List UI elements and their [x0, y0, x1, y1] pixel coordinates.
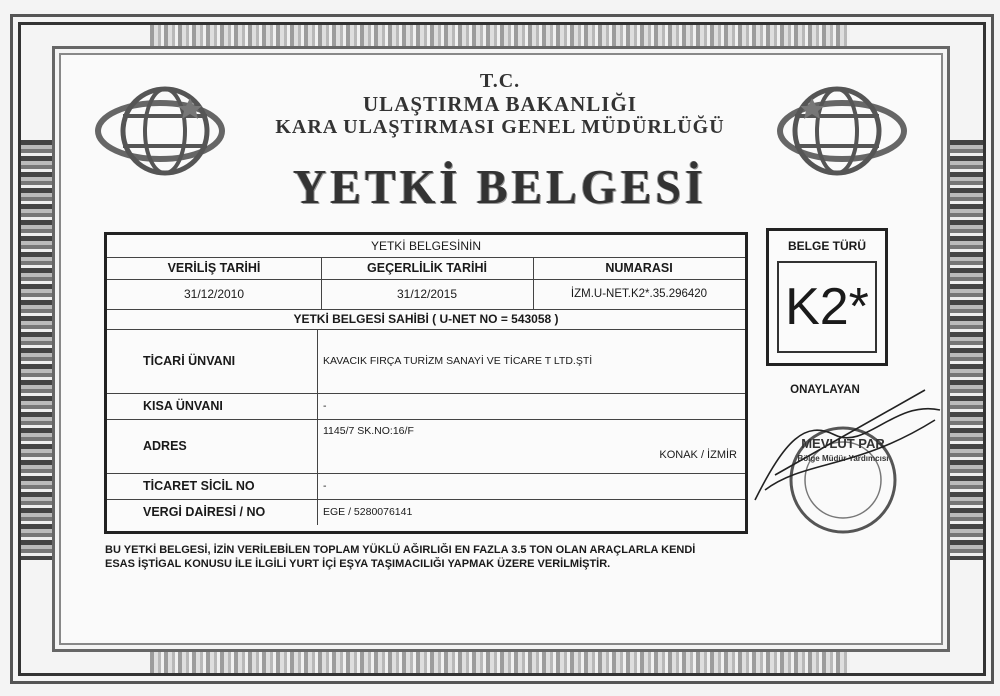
- owner-title-row: [107, 309, 745, 330]
- short-name-row: [107, 393, 745, 420]
- document-type-label: BELGE TÜRÜ: [788, 239, 866, 253]
- address-line: 1145/7 SK.NO:16/F: [323, 425, 414, 437]
- document-type-value: K2*: [777, 261, 877, 353]
- footer-line-2: ESAS İŞTİGAL KONUSU İLE İLGİLİ YURT İÇİ EŞYA TAŞIMACILIĞI YAPMAK ÜZERE VERİLMİŞTİR.: [105, 558, 611, 570]
- owner-title: YETKİ BELGESİ SAHİBİ ( U-NET NO = 543058 ): [293, 312, 559, 326]
- section-title: YETKİ BELGESİNİN: [370, 239, 482, 253]
- col-number: NUMARASI: [605, 261, 673, 275]
- validity-date: 31/12/2015: [396, 287, 458, 301]
- col-issue-date: VERİLİŞ TARİHİ: [167, 261, 261, 275]
- header-tc: T.C.: [479, 70, 521, 92]
- short-name-label: KISA ÜNVANI: [143, 399, 223, 413]
- document-title: YETKİ BELGESİ: [293, 159, 707, 214]
- footer-line-1: BU YETKİ BELGESİ, İZİN VERİLEBİLEN TOPLAM YÜKLÜ AĞIRLIĞI EN FAZLA 3.5 TON OLAN ARAÇLARLA KENDİ: [105, 544, 696, 556]
- registry-value: -: [323, 480, 327, 492]
- issue-date: 31/12/2010: [183, 287, 245, 301]
- table-dates-row: [107, 279, 745, 310]
- certificate-table: [104, 232, 748, 534]
- trade-name-label: TİCARİ ÜNVANI: [143, 354, 236, 368]
- tax-row: [107, 499, 745, 525]
- trade-name-row: [107, 329, 745, 394]
- registry-label: TİCARET SİCİL NO: [143, 479, 255, 493]
- signer-title: Bölge Müdür Yardımcısı: [797, 454, 889, 463]
- table-header-row: [107, 257, 745, 280]
- header-directorate: KARA ULAŞTIRMASI GENEL MÜDÜRLÜĞÜ: [275, 116, 725, 138]
- tax-label: VERGİ DAİRESİ / NO: [143, 505, 266, 519]
- tax-value: EGE / 5280076141: [323, 506, 413, 518]
- address-city: KONAK / İZMİR: [659, 449, 737, 461]
- official-stamp-signature: [745, 380, 945, 540]
- col-validity-date: GEÇERLİLİK TARİHİ: [367, 261, 487, 275]
- address-row: [107, 419, 745, 474]
- document-type-box: [766, 228, 888, 366]
- certificate-number: İZM.U-NET.K2*.35.296420: [570, 288, 708, 300]
- table-section-title-row: [107, 235, 745, 258]
- short-name-value: -: [323, 400, 327, 412]
- signer-name: MEVLÜT PAR: [801, 436, 885, 451]
- registry-row: [107, 473, 745, 500]
- header-ministry: ULAŞTIRMA BAKANLIĞI: [363, 92, 637, 116]
- trade-name-value: KAVACIK FIRÇA TURİZM SANAYİ VE TİCARE T LTD.ŞTİ: [323, 355, 593, 367]
- approval-label: ONAYLAYAN: [790, 384, 860, 396]
- address-label: ADRES: [143, 439, 187, 453]
- footer-notice: [105, 543, 765, 571]
